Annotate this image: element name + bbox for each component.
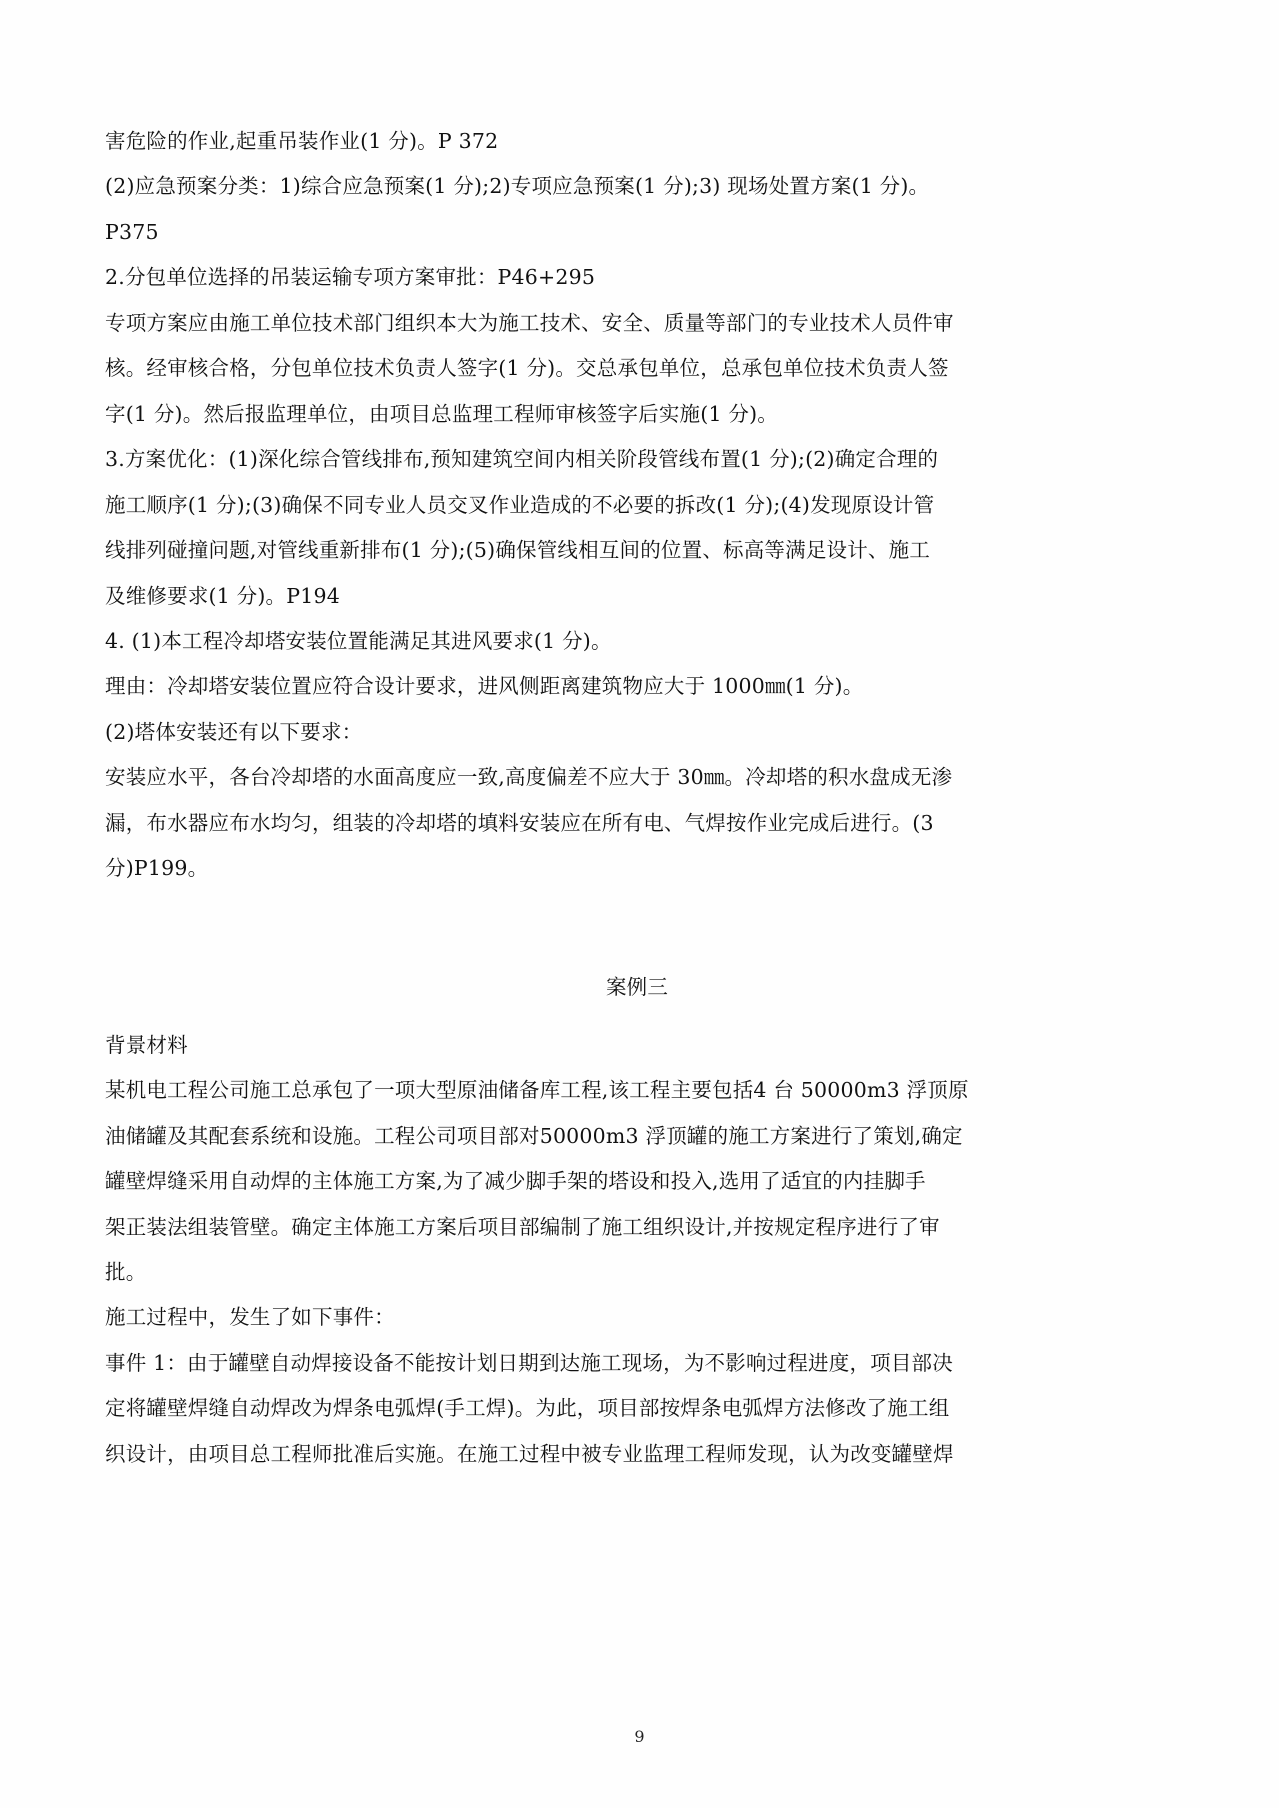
paragraph-line: 漏，布水器应布水均匀，组装的冷却塔的填料安装应在所有电、气焊按作业完成后进行。(3 xyxy=(105,810,934,835)
paragraph-line: 专项方案应由施工单位技术部门组织本大为施工技术、安全、质量等部门的专业技术人员件审 xyxy=(105,310,954,335)
paragraph-line: 2.分包单位选择的吊装运输专项方案审批：P46+295 xyxy=(105,265,596,290)
section-spacer xyxy=(105,893,1169,933)
paragraph-line: 及维修要求(1 分)。P194 xyxy=(105,583,340,608)
paragraph-line: 某机电工程公司施工总承包了一项大型原油储备库工程,该工程主要包括4 台 50000m3 浮顶原 xyxy=(105,1078,969,1103)
paragraph-line: 背景材料 xyxy=(105,1032,188,1057)
document-body xyxy=(105,120,1169,1476)
paragraph-line: 分)P199。 xyxy=(105,856,209,881)
paragraph-line: 架正装法组装管壁。确定主体施工方案后项目部编制了施工组织设计,并按规定程序进行了审 xyxy=(105,1214,940,1239)
paragraph-line: 罐壁焊缝采用自动焊的主体施工方案,为了减少脚手架的塔设和投入,选用了适宜的内挂脚手 xyxy=(105,1169,926,1194)
paragraph-line: 批。 xyxy=(105,1259,147,1284)
case-title: 案例三 xyxy=(605,974,669,999)
paragraph-line: 4. (1)本工程冷却塔安装位置能满足其进风要求(1 分)。 xyxy=(105,628,612,653)
paragraph-line: 核。经审核合格，分包单位技术负责人签字(1 分)。交总承包单位，总承包单位技术负责人签 xyxy=(105,356,949,381)
paragraph-line: 线排列碰撞问题,对管线重新排布(1 分);(5)确保管线相互间的位置、标高等满足设计、施工 xyxy=(105,538,931,563)
paragraph-line: 害危险的作业,起重吊装作业(1 分)。P 372 xyxy=(105,129,499,153)
paragraph-line: (2)塔体安装还有以下要求： xyxy=(105,719,363,744)
paragraph-line: P375 xyxy=(105,219,159,244)
paragraph-line: 油储罐及其配套系统和设施。工程公司项目部对50000m3 浮顶罐的施工方案进行了策划,确定 xyxy=(105,1123,963,1148)
paragraph-line: 3.方案优化：(1)深化综合管线排布,预知建筑空间内相关阶段管线布置(1 分);(2)确定合理的 xyxy=(105,447,939,472)
paragraph-line: 施工过程中，发生了如下事件： xyxy=(105,1305,395,1330)
paragraph-line: 施工顺序(1 分);(3)确保不同专业人员交叉作业造成的不必要的拆改(1 分);(4)发现原设计管 xyxy=(105,492,935,517)
paragraph-line: 织设计，由项目总工程师批准后实施。在施工过程中被专业监理工程师发现，认为改变罐壁焊 xyxy=(105,1441,954,1466)
paragraph-line: 字(1 分)。然后报监理单位，由项目总监理工程师审核签字后实施(1 分)。 xyxy=(105,401,779,426)
paragraph-line: 安装应水平，各台冷却塔的水面高度应一致,高度偏差不应大于 30㎜。冷却塔的积水盘成无渗 xyxy=(105,765,953,790)
paragraph-line: 事件 1：由于罐壁自动焊接设备不能按计划日期到达施工现场，为不影响过程进度，项目部决 xyxy=(105,1350,953,1375)
paragraph-line: 理由：冷却塔安装位置应符合设计要求，进风侧距离建筑物应大于 1000㎜(1 分)。 xyxy=(105,674,864,699)
paragraph-line: 定将罐壁焊缝自动焊改为焊条电弧焊(手工焊)。为此，项目部按焊条电弧焊方法修改了施工组 xyxy=(105,1396,950,1421)
page-number: 9 xyxy=(634,1727,645,1746)
paragraph-line: (2)应急预案分类：1)综合应急预案(1 分);2)专项应急预案(1 分);3) 现场处置方案(1 分)。 xyxy=(105,174,930,199)
